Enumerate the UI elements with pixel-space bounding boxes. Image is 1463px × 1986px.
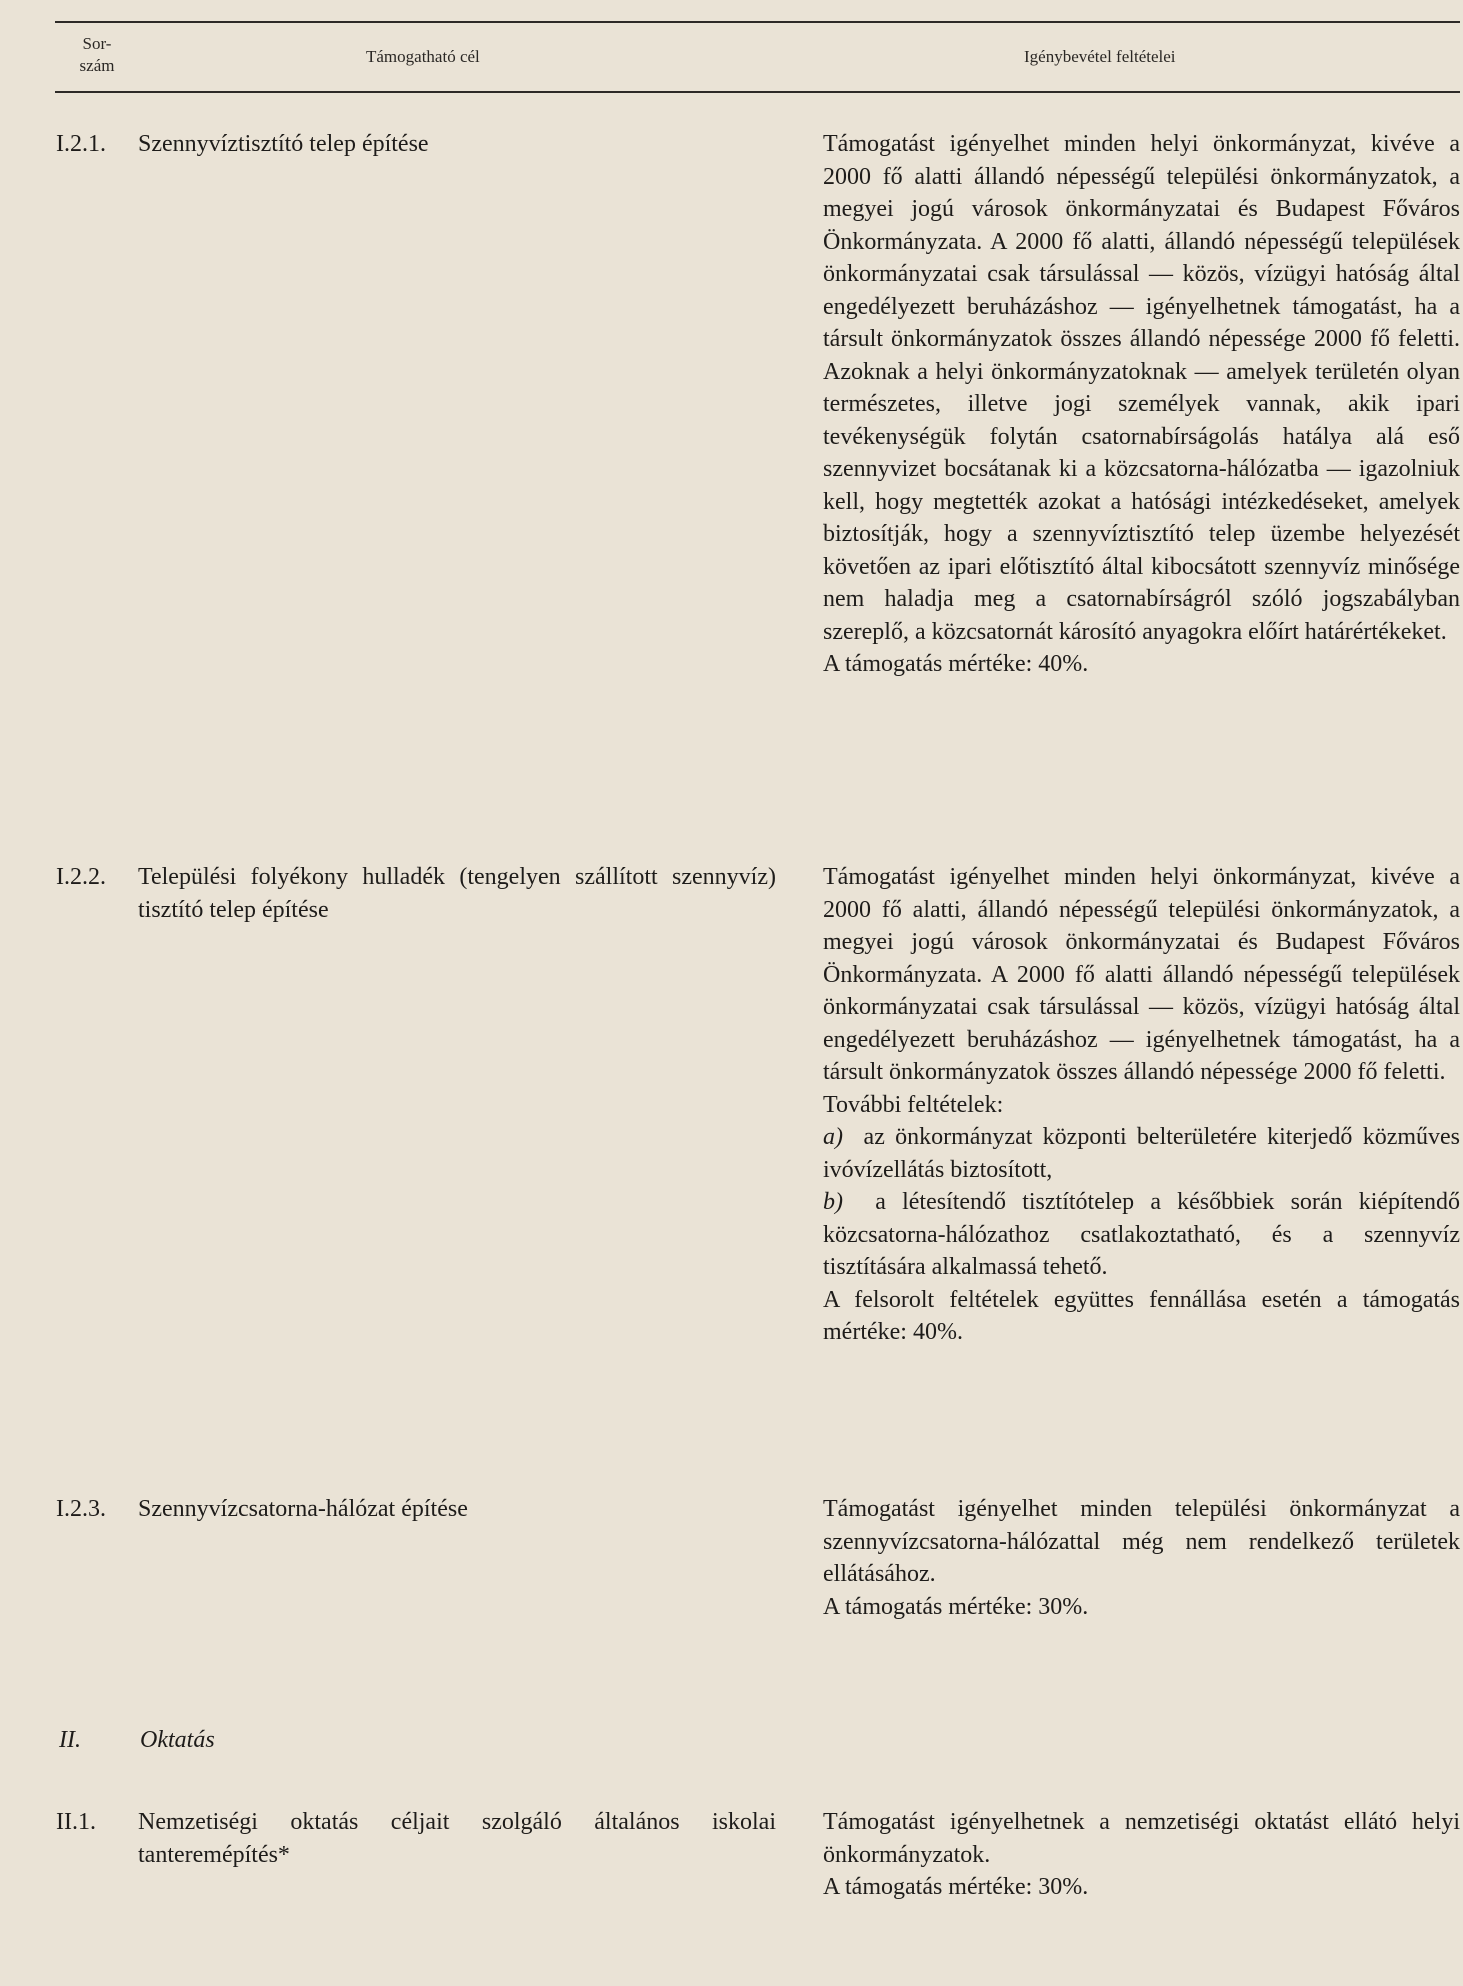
entry-conditions: [823, 1493, 1460, 1623]
condition-marker: b): [823, 1189, 843, 1215]
further-conditions-label: További feltételek:: [823, 1091, 1004, 1118]
section-title: Oktatás: [140, 1727, 215, 1753]
entry-number: I.2.1.: [56, 131, 106, 157]
condition-text: az önkormányzat központi belterületére kiterjedő közműves ivóvízellátás biztosított,: [823, 1124, 1461, 1183]
entry-goal: Nemzetiségi oktatás céljait szolgáló általános iskolai tanteremépítés*: [138, 1809, 776, 1868]
entry-number: I.2.3.: [56, 1496, 106, 1522]
condition-text: a létesítendő tisztítótelep a későbbiek során kiépítendő közcsatorna-hálózathoz csatlakoztatható, és a szennyvíz tisztítására alkalmassá tehető.: [823, 1189, 1461, 1280]
conditions-paragraph: Támogatást igényelhet minden helyi önkormányzat, kivéve a 2000 fő alatti, állandó népességű települési önkormányzatok, a megyei jogú városok önkormányzatai és Budapest Főváros Önkormányzata. A 2000 fő alatti állandó népességű települések önkormányzatai csak társulással — közös, vízügyi hatóság által engedélyezett beruházáshoz — igényelhetnek támogatást, ha a társult önkormányzatok összes állandó népessége 2000 fő feletti.: [823, 864, 1460, 1085]
conditions-paragraph: Támogatást igényelhetnek a nemzetiségi oktatást ellátó helyi önkormányzatok.: [823, 1809, 1460, 1868]
conditions-paragraph: Támogatást igényelhet minden helyi önkormányzat, kivéve a 2000 fő alatti állandó népességű települési önkormányzatok, a megyei jogú városok önkormányzatai és Budapest Főváros Önkormányzata. A 2000 fő alatti, állandó népességű települések önkormányzatai csak társulással — közös, vízügyi hatóság által engedélyezett beruházáshoz — igényelhetnek támogatást, ha a társult önkormányzatok összes állandó népessége 2000 fő feletti. Azoknak a helyi önkormányzatoknak — amelyek területén olyan természetes, illetve jogi személyek vannak, akik ipari tevékenységük folytán csatornabírságolás hatálya alá eső szennyvizet bocsátanak ki a közcsatorna-hálózatba — igazolniuk kell, hogy megtették azokat a hatósági intézkedéseket, amelyek biztosítják, hogy a szennyvíztisztító telep üzembe helyezését követően az ipari előtisztító által kibocsátott szennyvíz minősége nem haladja meg a csatornabírságról szóló jogszabályban szereplő, a közcsatornát károsító anyagokra előírt határértékeket.: [823, 131, 1460, 645]
entry-conditions: [823, 1806, 1460, 1904]
header-conditions-column: Igénybevétel feltételei: [1024, 47, 1176, 66]
header-goal-column: Támogatható cél: [366, 47, 480, 66]
entry-conditions: [823, 128, 1460, 681]
entry-goal: Települési folyékony hulladék (tengelyen szállított szennyvíz) tisztító telep építése: [138, 864, 776, 923]
entry-number: I.2.2.: [56, 864, 106, 890]
entry-goal: Szennyvíztisztító telep építése: [138, 131, 429, 157]
condition-marker: a): [823, 1124, 843, 1150]
header-number-column: Sor- szám: [79, 34, 115, 75]
entry-number: II.1.: [56, 1809, 96, 1835]
support-rate: A támogatás mértéke: 30%.: [823, 1593, 1089, 1620]
support-rate: A felsorolt feltételek együttes fennállása esetén a támogatás mértéke: 40%.: [823, 1286, 1460, 1345]
condition-item: [823, 1186, 1460, 1284]
header-top-rule: [55, 21, 1460, 23]
support-rate: A támogatás mértéke: 40%.: [823, 651, 1089, 677]
support-rate: A támogatás mértéke: 30%.: [823, 1874, 1089, 1900]
section-number: II.: [59, 1727, 81, 1753]
conditions-paragraph: Támogatást igényelhet minden települési önkormányzat a szennyvízcsatorna-hálózattal még nem rendelkező területek ellátásához.: [823, 1496, 1460, 1587]
entry-goal: Szennyvízcsatorna-hálózat építése: [138, 1496, 468, 1522]
entry-conditions: [823, 861, 1460, 1349]
header-bottom-rule: [55, 91, 1460, 93]
condition-item: [823, 1121, 1460, 1186]
